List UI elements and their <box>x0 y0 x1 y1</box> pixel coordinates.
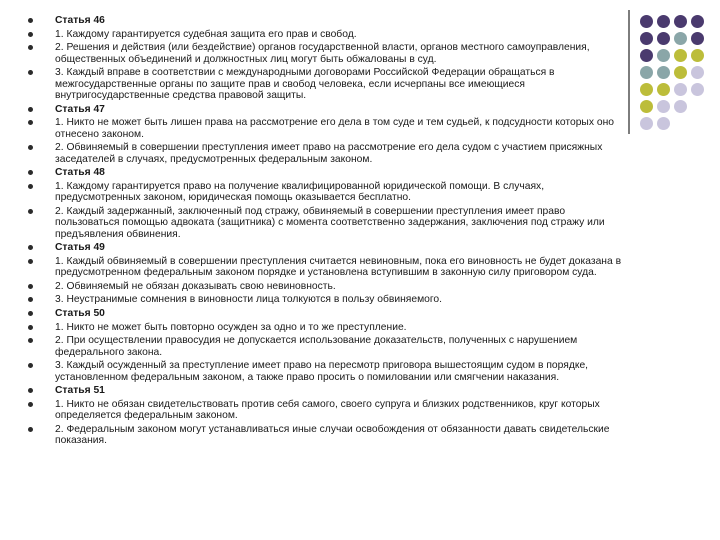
bullet-icon <box>28 245 33 250</box>
decor-dot <box>657 100 670 113</box>
article-clause-text: 2. Обвиняемый в совершении преступления имеет право на рассмотрение его дела судом с участием присяжных заседателей в случаях, предусмотренных федеральным законом. <box>55 142 603 165</box>
article-clause <box>26 281 622 292</box>
article-heading <box>26 385 622 396</box>
decor-dot <box>640 49 653 62</box>
bullet-icon <box>28 325 33 330</box>
decor-dot <box>640 15 653 28</box>
articles-list <box>26 15 622 449</box>
article-clause-text: 3. Неустранимые сомнения в виновности лица толкуются в пользу обвиняемого. <box>55 294 442 306</box>
decor-dot <box>691 117 704 130</box>
bullet-icon <box>28 297 33 302</box>
bullet-icon <box>28 107 33 112</box>
article-heading <box>26 308 622 319</box>
decor-dot <box>657 15 670 28</box>
decor-dot <box>674 100 687 113</box>
decor-dot <box>657 49 670 62</box>
decor-dot <box>691 100 704 113</box>
dot-row <box>640 47 718 64</box>
decor-dot <box>674 117 687 130</box>
bullet-icon <box>28 311 33 316</box>
article-clause <box>26 67 622 101</box>
decor-dot <box>674 83 687 96</box>
article-heading-text: Статья 51 <box>55 385 105 397</box>
decor-dot <box>691 83 704 96</box>
article-heading-text: Статья 49 <box>55 242 105 254</box>
article-clause <box>26 206 622 240</box>
dot-row <box>640 64 718 81</box>
article-clause <box>26 424 622 447</box>
article-clause <box>26 335 622 358</box>
article-heading-text: Статья 47 <box>55 103 105 115</box>
bullet-icon <box>28 284 33 289</box>
bullet-icon <box>28 32 33 37</box>
article-clause <box>26 360 622 383</box>
decor-dot <box>657 66 670 79</box>
article-clause-text: 2. При осуществлении правосудия не допускается использование доказательств, полученных с нарушением федерального закона. <box>55 335 578 358</box>
article-clause-text: 1. Каждый обвиняемый в совершении преступления считается невиновным, пока его виновность не будет доказана в предусмотренном федеральным законом порядке и установлена вступившим в законную силу приговором суда. <box>55 255 622 279</box>
decor-dot <box>640 66 653 79</box>
decor-dot <box>691 32 704 45</box>
decor-dot <box>640 100 653 113</box>
decor-dot <box>691 15 704 28</box>
article-heading <box>26 167 622 178</box>
bullet-icon <box>28 120 33 125</box>
article-clause <box>26 29 622 40</box>
article-clause-text: 3. Каждый осужденный за преступление имеет право на пересмотр приговора вышестоящим судом в порядке, установленном федеральным законом, а также право просить о помиловании или смягчении наказания. <box>55 360 589 383</box>
dot-row <box>640 115 718 132</box>
decor-dot <box>691 66 704 79</box>
article-clause-text: 2. Каждый задержанный, заключенный под стражу, обвиняемый в совершении преступления имеет право пользоваться помощью адвоката (защитника) с момента соответственно задержания, заключения под стражу или предъявления обвинения. <box>55 205 605 240</box>
bullet-icon <box>28 184 33 189</box>
article-clause-text: 1. Никто не может быть повторно осужден за одно и то же преступление. <box>55 321 407 333</box>
bullet-icon <box>28 259 33 264</box>
decor-dot <box>657 32 670 45</box>
bullet-icon <box>28 388 33 393</box>
decor-dot <box>657 117 670 130</box>
decor-dot <box>657 83 670 96</box>
decorative-dot-grid <box>640 13 718 132</box>
article-clause <box>26 142 622 165</box>
article-heading <box>26 15 622 26</box>
decor-dot <box>640 32 653 45</box>
article-clause-text: 2. Решения и действия (или бездействие) органов государственной власти, органов местного самоуправления, общественных объединений и должностных лиц могут быть обжалованы в суд. <box>55 42 590 65</box>
dot-row <box>640 13 718 30</box>
article-clause-text: 1. Никто не может быть лишен права на рассмотрение его дела в том суде и тем судьей, к подсудности которых оно отнесено законом. <box>55 117 614 140</box>
decor-dot <box>674 66 687 79</box>
bullet-icon <box>28 170 33 175</box>
bullet-icon <box>28 209 33 214</box>
decor-dot <box>640 83 653 96</box>
article-clause-text: 2. Обвиняемый не обязан доказывать свою невиновность. <box>55 280 336 292</box>
article-heading-text: Статья 50 <box>55 307 105 319</box>
bullet-icon <box>28 338 33 343</box>
article-clause <box>26 399 622 422</box>
bullet-icon <box>28 363 33 368</box>
decor-dot <box>691 49 704 62</box>
article-clause-text: 1. Каждому гарантируется право на получение квалифицированной юридической помощи. В случаях, предусмотренных законом, юридическая помощь оказывается бесплатно. <box>55 180 545 204</box>
decor-dot <box>640 117 653 130</box>
article-clause <box>26 117 622 140</box>
article-clause <box>26 322 622 333</box>
article-heading-text: Статья 46 <box>55 15 105 26</box>
bullet-icon <box>28 45 33 50</box>
article-clause <box>26 42 622 65</box>
bullet-icon <box>28 18 33 23</box>
article-clause-text: 1. Никто не обязан свидетельствовать против себя самого, своего супруга и близких родственников, круг которых определяется федеральным законом. <box>55 398 600 422</box>
article-heading <box>26 242 622 253</box>
article-heading-text: Статья 48 <box>55 167 105 179</box>
article-heading <box>26 104 622 115</box>
decor-dot <box>674 49 687 62</box>
article-clause-text: 2. Федеральным законом могут устанавливаться иные случаи освобождения от обязанности давать свидетельские показания. <box>55 423 610 447</box>
article-clause <box>26 294 622 305</box>
article-clause <box>26 181 622 204</box>
bullet-icon <box>28 427 33 432</box>
bullet-icon <box>28 145 33 150</box>
article-clause <box>26 256 622 279</box>
dot-row <box>640 81 718 98</box>
article-clause-text: 1. Каждому гарантируется судебная защита его прав и свобод. <box>55 28 357 40</box>
decor-dot <box>674 15 687 28</box>
vertical-divider <box>628 10 630 134</box>
bullet-icon <box>28 70 33 75</box>
dot-row <box>640 98 718 115</box>
dot-row <box>640 30 718 47</box>
bullet-icon <box>28 402 33 407</box>
decor-dot <box>674 32 687 45</box>
article-clause-text: 3. Каждый вправе в соответствии с международными договорами Российской Федерации обращаться в межгосударственные органы по защите прав и свобод человека, если исчерпаны все имеющиеся внутригосударственные средства правовой защиты. <box>55 67 555 101</box>
